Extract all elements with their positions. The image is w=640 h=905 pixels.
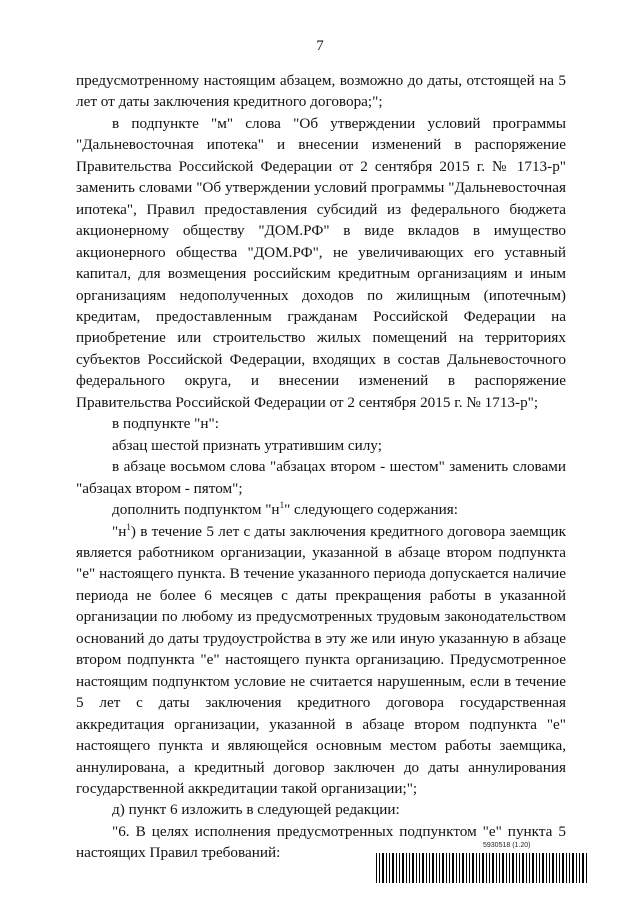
paragraph-add-clause xyxy=(76,499,566,520)
paragraph-abzats-eight: в абзаце восьмом слова "абзацах втором - шестом" заменить словами "абзацах втором - пятом"; xyxy=(76,458,566,497)
paragraph-abzats-six: абзац шестой признать утратившим силу; xyxy=(112,436,382,454)
clause-sup: 1 xyxy=(126,521,131,532)
document-code: 5930518 (1.20) xyxy=(483,842,531,849)
clause-before: "н xyxy=(112,522,127,540)
add-clause-before: дополнить подпунктом "н xyxy=(112,501,280,519)
paragraph-subclause-n: в подпункте "н": xyxy=(112,415,219,433)
paragraph-point-d: д) пункт 6 изложить в следующей редакции: xyxy=(112,801,400,819)
document-body xyxy=(76,70,566,864)
page-number: 7 xyxy=(316,38,324,54)
add-clause-after: " следующего содержания: xyxy=(284,501,458,519)
paragraph-clause-n1 xyxy=(76,521,566,800)
paragraph-point-6: "6. В целях исполнения предусмотренных подпунктом "е" пункта 5 настоящих Правил требований: xyxy=(76,822,566,862)
paragraph-continuation: предусмотренному настоящим абзацем, возможно до даты, отстоящей на 5 лет от даты заключения кредитного договора;"; xyxy=(76,72,566,111)
paragraph-subclause-m: в подпункте "м" слова "Об утверждении условий программы "Дальневосточная ипотека" и внесении изменений в распоряжение Правительства Российской Федерации от 2 сентября 2015 г. № 1713-р" заменить словами "Об утверждении условий программы "Дальневосточная ипотека", Правил предоставления субсидий из федерального бюджета акционерному обществу "ДОМ.РФ" в виде вкладов в имущество акционерного общества "ДОМ.РФ", не увеличивающих его уставный капитал, для возмещения российским кредитным организациям и иным организациям недополученных доходов по жилищным (ипотечным) кредитам, предоставленным гражданам Российской Федерации на приобретение или строительство жилых помещений на территориях субъектов Российской Федерации, входящих в состав Дальневосточного федерального округа, и внесении изменений в распоряжение Правительства Российской Федерации от 2 сентября 2015 г. № 1713-р"; xyxy=(76,114,566,411)
clause-after: ) в течение 5 лет с даты заключения кредитного договора заемщик является работником организации, указанной в абзаце втором подпункта "е" настоящего пункта. В течение указанного периода допускается наличие периода не более 6 месяцев с даты прекращения работы в указанной организации по любому из предусмотренных трудовым законодательством оснований до даты трудоустройства в эту же или иную указанную в абзаце втором подпункта "е" настоящего пункта организацию. Предусмотренное настоящим подпунктом условие не считается нарушенным, если в течение 5 лет с даты заключения кредитного договора государственная аккредитация организации, указанной в абзаце втором подпункта "е" настоящего пункта и являющейся основным местом работы заемщика, аннулирована, а кредитный договор заключен до даты аннулирования государственной аккредитации такой организации;"; xyxy=(76,522,566,797)
barcode xyxy=(376,853,588,883)
add-clause-sup: 1 xyxy=(279,500,285,510)
